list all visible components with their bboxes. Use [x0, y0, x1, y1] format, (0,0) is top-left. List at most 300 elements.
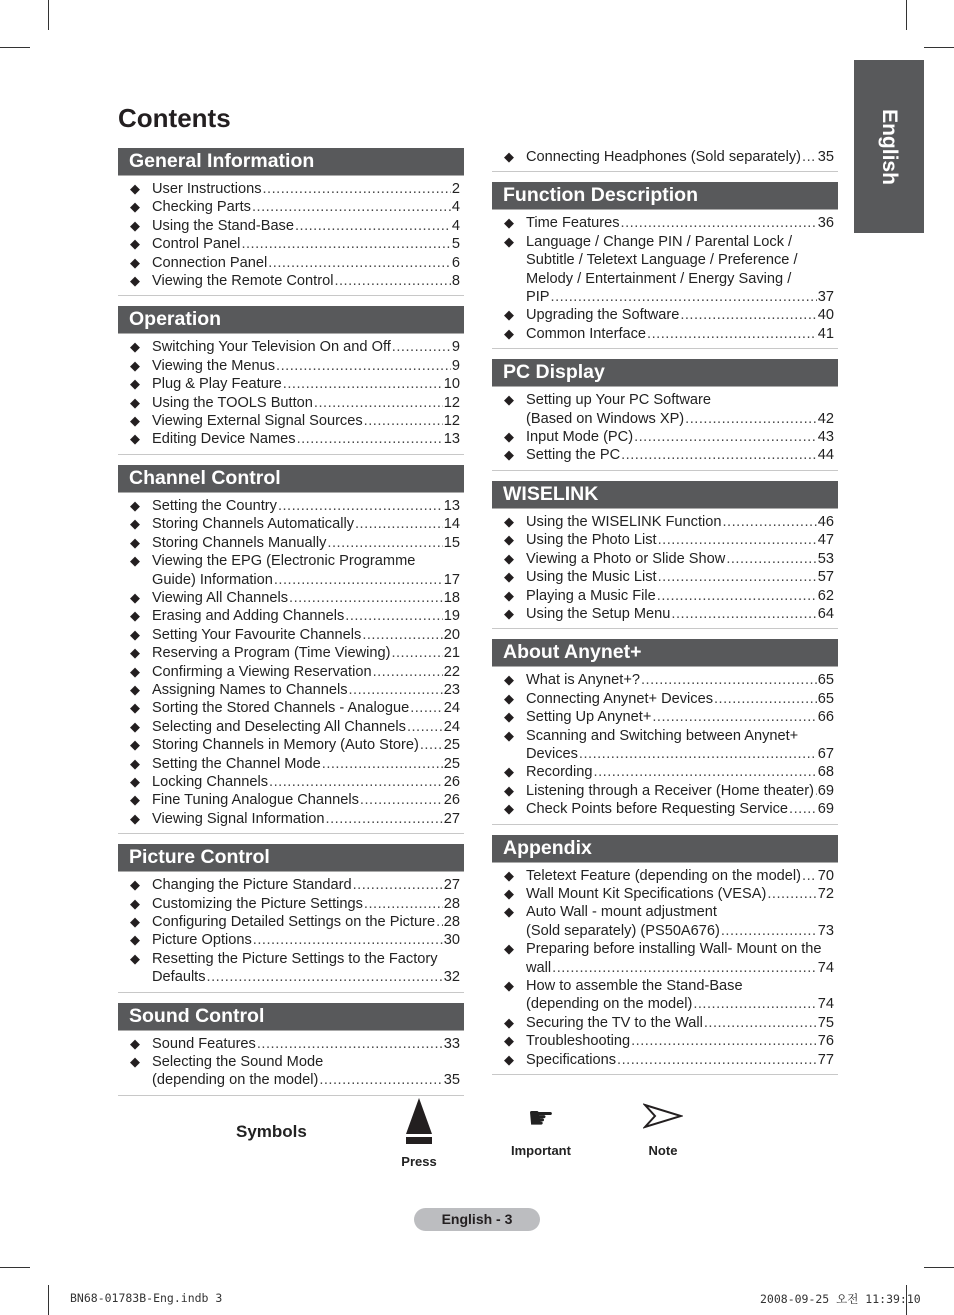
entry-text: Setting Up Anynet+ [526, 709, 652, 726]
entry-last-line [526, 288, 834, 306]
crop-mark [924, 1267, 954, 1268]
entry-last-line [152, 589, 460, 607]
diamond-bullet-icon: ◆ [130, 626, 140, 642]
toc-section [492, 481, 838, 629]
dot-leader [767, 885, 816, 903]
entry-text: Using the Setup Menu [526, 605, 671, 622]
toc-entry[interactable] [492, 391, 838, 428]
entry-text: Customizing the Picture Settings [152, 895, 363, 912]
page-number: 65 [817, 690, 834, 707]
dot-leader [364, 895, 443, 913]
entry-text-line: Preparing before installing Wall- Mount on the [526, 941, 822, 958]
toc-entry[interactable] [118, 644, 464, 662]
dot-leader [362, 626, 442, 644]
entry-last-line [526, 867, 834, 885]
dot-leader [345, 607, 442, 625]
entry-last-line [526, 782, 834, 800]
toc-entry[interactable] [118, 931, 464, 949]
toc-entry[interactable] [492, 782, 838, 800]
entry-last-line [152, 755, 460, 773]
diamond-bullet-icon: ◆ [130, 877, 140, 893]
toc-entry[interactable] [118, 412, 464, 430]
diamond-bullet-icon: ◆ [504, 429, 514, 445]
toc-entry[interactable] [118, 338, 464, 356]
toc-section [492, 835, 838, 1075]
diamond-bullet-icon: ◆ [504, 801, 514, 817]
pointing-hand-icon: ☛ [527, 1102, 555, 1135]
entry-last-line [152, 607, 460, 625]
dot-leader [726, 550, 816, 568]
important-caption: Important [511, 1143, 571, 1158]
diamond-bullet-icon: ◆ [504, 1051, 514, 1067]
entry-text: Confirming a Viewing Reservation [152, 663, 372, 680]
dot-leader [685, 410, 817, 428]
toc-entry[interactable] [492, 513, 838, 531]
diamond-bullet-icon: ◆ [504, 532, 514, 548]
page-number: 26 [443, 792, 460, 809]
toc-entry[interactable] [492, 306, 838, 324]
toc-section [492, 359, 838, 471]
entry-text: Teletext Feature (depending on the model) [526, 867, 802, 884]
press-symbol [392, 1096, 446, 1169]
diamond-bullet-icon: ◆ [130, 534, 140, 550]
dot-leader [274, 571, 443, 589]
entry-last-line [152, 217, 460, 235]
toc-entry[interactable] [492, 587, 838, 605]
page-number: 46 [817, 513, 834, 530]
entry-text: Connecting Anynet+ Devices [526, 690, 713, 707]
dot-leader [257, 1035, 443, 1053]
page-number: 69 [817, 782, 834, 799]
entry-text: Playing a Music File [526, 587, 656, 604]
important-symbol [500, 1103, 582, 1158]
dot-leader [815, 782, 817, 800]
toc-entry[interactable] [492, 800, 838, 818]
entry-last-line [152, 773, 460, 791]
entry-last-line [152, 375, 460, 393]
section-header: PC Display [492, 359, 838, 387]
entry-text: Specifications [526, 1051, 617, 1068]
dot-leader [721, 922, 817, 940]
entry-text: Connection Panel [152, 254, 268, 271]
note-caption: Note [648, 1143, 678, 1158]
toc-entry[interactable] [118, 810, 464, 828]
section-header: Operation [118, 306, 464, 334]
toc-entry[interactable] [492, 708, 838, 726]
toc-entry[interactable] [492, 727, 838, 764]
crop-mark [48, 1285, 49, 1315]
toc-entry[interactable] [492, 903, 838, 940]
page-number: 25 [443, 755, 460, 772]
entry-last-line [152, 663, 460, 681]
entry-last-line [152, 876, 460, 894]
entry-last-line [152, 810, 460, 828]
page-number: 28 [443, 895, 460, 912]
section-item-list [492, 671, 838, 824]
note-arrow-icon [643, 1103, 683, 1129]
toc-entry[interactable] [492, 867, 838, 885]
diamond-bullet-icon: ◆ [504, 764, 514, 780]
entry-text: Check Points before Requesting Service [526, 801, 789, 818]
section-item-list [118, 1035, 464, 1096]
crop-mark [0, 1267, 30, 1268]
toc-entry[interactable] [118, 773, 464, 791]
dot-leader [263, 180, 451, 198]
diamond-bullet-icon: ◆ [504, 550, 514, 566]
toc-entry[interactable] [118, 198, 464, 216]
diamond-bullet-icon: ◆ [504, 233, 514, 249]
entry-last-line [526, 959, 834, 977]
toc-entry[interactable] [492, 1014, 838, 1032]
entry-last-line [152, 497, 460, 515]
toc-entry[interactable] [118, 180, 464, 198]
toc-entry[interactable] [118, 1035, 464, 1053]
crop-mark [924, 47, 954, 48]
page-number: 69 [817, 801, 834, 818]
dot-leader [621, 446, 817, 464]
entry-last-line [526, 763, 834, 781]
entry-text: Upgrading the Software [526, 307, 680, 324]
note-symbol [632, 1103, 694, 1158]
diamond-bullet-icon: ◆ [504, 307, 514, 323]
page-number: 9 [451, 357, 460, 374]
page-number: 26 [443, 773, 460, 790]
page-number: 25 [443, 737, 460, 754]
toc-entry[interactable] [492, 233, 838, 307]
entry-last-line [152, 412, 460, 430]
section-item-list [118, 876, 464, 992]
page-number: 57 [817, 569, 834, 586]
dot-leader [714, 690, 817, 708]
entry-text: Plug & Play Feature [152, 376, 282, 393]
page-number: 35 [817, 149, 834, 165]
toc-entry[interactable] [118, 663, 464, 681]
page-number: 13 [443, 431, 460, 448]
page-number: 77 [817, 1051, 834, 1068]
toc-entry[interactable] [118, 430, 464, 448]
page-number: 76 [817, 1033, 834, 1050]
entry-text: Setting the Channel Mode [152, 755, 321, 772]
entry-text-line: Melody / Entertainment / Energy Saving / [526, 270, 792, 287]
entry-last-line [526, 410, 834, 428]
toc-entry[interactable] [492, 550, 838, 568]
page-number: 32 [443, 969, 460, 986]
page-number: 22 [443, 663, 460, 680]
page-number: 15 [443, 534, 460, 551]
entry-last-line [526, 1051, 834, 1069]
toc-entry[interactable] [492, 885, 838, 903]
toc-entry[interactable] [492, 428, 838, 446]
entry-last-line [526, 214, 834, 232]
toc-section [118, 1003, 464, 1096]
entry-text: Recording [526, 764, 593, 781]
section-header: Picture Control [118, 844, 464, 872]
entry-last-line [152, 357, 460, 375]
dot-leader [658, 531, 817, 549]
toc-entry[interactable] [118, 254, 464, 272]
dot-leader [722, 513, 816, 531]
toc-entry[interactable] [492, 690, 838, 708]
toc-entry[interactable] [118, 950, 464, 987]
diamond-bullet-icon: ◆ [504, 782, 514, 798]
diamond-bullet-icon: ◆ [130, 217, 140, 233]
entry-last-line [526, 995, 834, 1013]
toc-entry[interactable] [492, 148, 838, 166]
toc-entry[interactable] [118, 755, 464, 773]
entry-text: Setting the Country [152, 497, 277, 514]
section-header: About Anynet+ [492, 639, 838, 667]
entry-text-line: Language / Change PIN / Parental Lock / [526, 233, 793, 250]
page-number: 30 [443, 932, 460, 949]
footer-file-info: BN68-01783B-Eng.indb 3 [70, 1291, 223, 1305]
entry-last-line [526, 1032, 834, 1050]
page-number: 28 [443, 914, 460, 930]
toc-section [118, 148, 464, 296]
toc-entry[interactable] [118, 217, 464, 235]
diamond-bullet-icon: ◆ [504, 885, 514, 901]
toc-entry[interactable] [492, 940, 838, 977]
toc-entry[interactable] [118, 681, 464, 699]
entry-last-line [526, 148, 834, 166]
dot-leader [289, 589, 443, 607]
diamond-bullet-icon: ◆ [130, 376, 140, 392]
section-item-list [118, 338, 464, 454]
diamond-bullet-icon: ◆ [130, 895, 140, 911]
diamond-bullet-icon: ◆ [130, 516, 140, 532]
dot-leader [634, 428, 817, 446]
toc-entry[interactable] [118, 534, 464, 552]
toc-entry[interactable] [118, 626, 464, 644]
entry-last-line [152, 515, 460, 533]
footer-timestamp: 2008-09-25 오전 11:39:10 [760, 1292, 921, 1306]
dot-leader [327, 534, 442, 552]
page-number: 19 [443, 608, 460, 625]
page-number: 33 [443, 1035, 460, 1052]
page-number: 68 [817, 764, 834, 781]
entry-last-line [526, 800, 834, 818]
page-number: 44 [817, 447, 834, 464]
section-item-list [118, 497, 464, 834]
toc-entry[interactable] [118, 1053, 464, 1090]
entry-text: What is Anynet+? [526, 672, 640, 689]
page-number: 10 [443, 376, 460, 393]
toc-entry[interactable] [118, 394, 464, 412]
toc-entry[interactable] [118, 552, 464, 589]
toc-entry[interactable] [118, 497, 464, 515]
dot-leader [268, 254, 451, 272]
press-icon [402, 1096, 436, 1146]
entry-last-line [526, 745, 834, 763]
diamond-bullet-icon: ◆ [130, 357, 140, 373]
page-title: Contents [118, 103, 231, 133]
toc-entry[interactable] [492, 605, 838, 623]
entry-text: (depending on the model) [526, 996, 693, 1013]
diamond-bullet-icon: ◆ [130, 718, 140, 734]
dot-leader [436, 913, 443, 931]
entry-last-line [526, 708, 834, 726]
dot-leader [391, 644, 442, 662]
toc-entry[interactable] [492, 1032, 838, 1050]
page-number: 74 [817, 996, 834, 1013]
entry-text: Picture Options [152, 932, 252, 949]
toc-entry[interactable] [118, 357, 464, 375]
toc-entry[interactable] [492, 531, 838, 549]
toc-entry[interactable] [118, 375, 464, 393]
page-number: 66 [817, 709, 834, 726]
entry-text-line: Viewing the EPG (Electronic Programme [152, 553, 416, 570]
page-number: 8 [451, 273, 460, 290]
toc-section [118, 844, 464, 992]
crop-mark [48, 0, 49, 30]
dot-leader [355, 515, 443, 533]
toc-entry[interactable] [118, 515, 464, 533]
diamond-bullet-icon: ◆ [504, 587, 514, 603]
toc-entry[interactable] [492, 446, 838, 464]
diamond-bullet-icon: ◆ [130, 755, 140, 771]
dot-leader [278, 497, 443, 515]
entry-text: Switching Your Television On and Off [152, 339, 391, 356]
dot-leader [579, 745, 817, 763]
diamond-bullet-icon: ◆ [504, 1033, 514, 1049]
toc-entry[interactable] [118, 736, 464, 754]
toc-entry[interactable] [118, 718, 464, 736]
entry-text: Configuring Detailed Settings on the Picture [152, 914, 436, 930]
toc-entry[interactable] [492, 214, 838, 232]
diamond-bullet-icon: ◆ [130, 914, 140, 929]
diamond-bullet-icon: ◆ [130, 663, 140, 679]
section-item-list [118, 180, 464, 296]
page-number: 64 [817, 605, 834, 622]
diamond-bullet-icon: ◆ [504, 605, 514, 621]
page-number: 4 [451, 217, 460, 234]
entry-text: (depending on the model) [152, 1072, 319, 1089]
toc-entry[interactable] [118, 791, 464, 809]
page-number: 21 [443, 645, 460, 662]
page-number: 37 [817, 289, 834, 306]
page-number: 36 [817, 215, 834, 232]
diamond-bullet-icon: ◆ [504, 215, 514, 231]
toc-entry[interactable] [118, 589, 464, 607]
entry-text: Assigning Names to Channels [152, 681, 348, 698]
entry-last-line [152, 272, 460, 290]
toc-entry[interactable] [118, 607, 464, 625]
toc-entry[interactable] [492, 671, 838, 689]
dot-leader [693, 995, 816, 1013]
page-number: 9 [451, 339, 460, 356]
entry-last-line [152, 534, 460, 552]
entry-text: Setting the PC [526, 447, 621, 464]
entry-last-line [152, 895, 460, 913]
toc-entry[interactable] [492, 1051, 838, 1069]
page-number: 41 [817, 325, 834, 342]
section-header: General Information [118, 148, 464, 176]
entry-last-line [152, 1071, 460, 1089]
diamond-bullet-icon: ◆ [130, 339, 140, 355]
toc-entry[interactable] [492, 763, 838, 781]
page-number: 65 [817, 672, 834, 689]
diamond-bullet-icon: ◆ [504, 978, 514, 993]
dot-leader [353, 876, 443, 894]
entry-text: Viewing External Signal Sources [152, 413, 363, 430]
toc-entry[interactable] [118, 876, 464, 894]
entry-text: Control Panel [152, 236, 241, 253]
entry-last-line [152, 1035, 460, 1053]
dot-leader [373, 663, 443, 681]
page-number: 53 [817, 550, 834, 567]
page-number: 62 [817, 587, 834, 604]
diamond-bullet-icon: ◆ [504, 941, 514, 957]
diamond-bullet-icon: ◆ [130, 589, 140, 605]
toc-entry[interactable] [492, 325, 838, 343]
crop-mark [906, 0, 907, 30]
entry-text: PIP [526, 289, 550, 306]
entry-text: Connecting Headphones (Sold separately) [526, 149, 802, 165]
dot-leader [652, 708, 816, 726]
section-item-list [492, 513, 838, 629]
page-number: 72 [817, 885, 834, 902]
entry-text: Fine Tuning Analogue Channels [152, 792, 359, 809]
entry-text: Checking Parts [152, 199, 251, 216]
entry-text: Troubleshooting [526, 1033, 631, 1050]
toc-entry[interactable] [118, 235, 464, 253]
toc-entry[interactable] [118, 895, 464, 913]
language-side-tab [854, 60, 924, 233]
section-header: Appendix [492, 835, 838, 863]
dot-leader [252, 198, 451, 216]
entry-text: Using the TOOLS Button [152, 394, 313, 411]
dot-leader [641, 671, 817, 689]
dot-leader [326, 810, 443, 828]
entry-last-line [152, 180, 460, 198]
page-number: 4 [451, 199, 460, 216]
page-number: 20 [443, 626, 460, 643]
entry-text: Setting Your Favourite Channels [152, 626, 362, 643]
diamond-bullet-icon: ◆ [130, 700, 140, 716]
page-number: 47 [817, 532, 834, 549]
section-header: Function Description [492, 182, 838, 210]
entry-text: Viewing Signal Information [152, 810, 325, 827]
dot-leader [671, 605, 816, 623]
entry-text: Sound Features [152, 1035, 256, 1052]
entry-last-line [526, 513, 834, 531]
page-number: 6 [451, 254, 460, 271]
dot-leader [621, 214, 817, 232]
page-number: 27 [443, 877, 460, 894]
entry-last-line [526, 531, 834, 549]
entry-last-line [152, 913, 460, 931]
toc-entry[interactable] [118, 699, 464, 717]
toc-entry[interactable] [492, 568, 838, 586]
dot-leader [319, 1071, 442, 1089]
dot-leader [360, 791, 443, 809]
dot-leader [295, 217, 451, 235]
page-number: 75 [817, 1014, 834, 1031]
dot-leader [802, 148, 817, 166]
entry-last-line [152, 571, 460, 589]
entry-last-line [526, 690, 834, 708]
toc-entry[interactable] [118, 272, 464, 290]
entry-last-line [152, 968, 460, 986]
toc-entry[interactable] [492, 977, 838, 1014]
diamond-bullet-icon: ◆ [130, 181, 140, 196]
entry-last-line [526, 428, 834, 446]
entry-last-line [526, 1014, 834, 1032]
entry-last-line [526, 446, 834, 464]
toc-right-column [492, 148, 838, 1075]
toc-entry[interactable] [118, 913, 464, 931]
page-number: 67 [817, 745, 834, 762]
entry-text-line: Selecting the Sound Mode [152, 1054, 324, 1071]
